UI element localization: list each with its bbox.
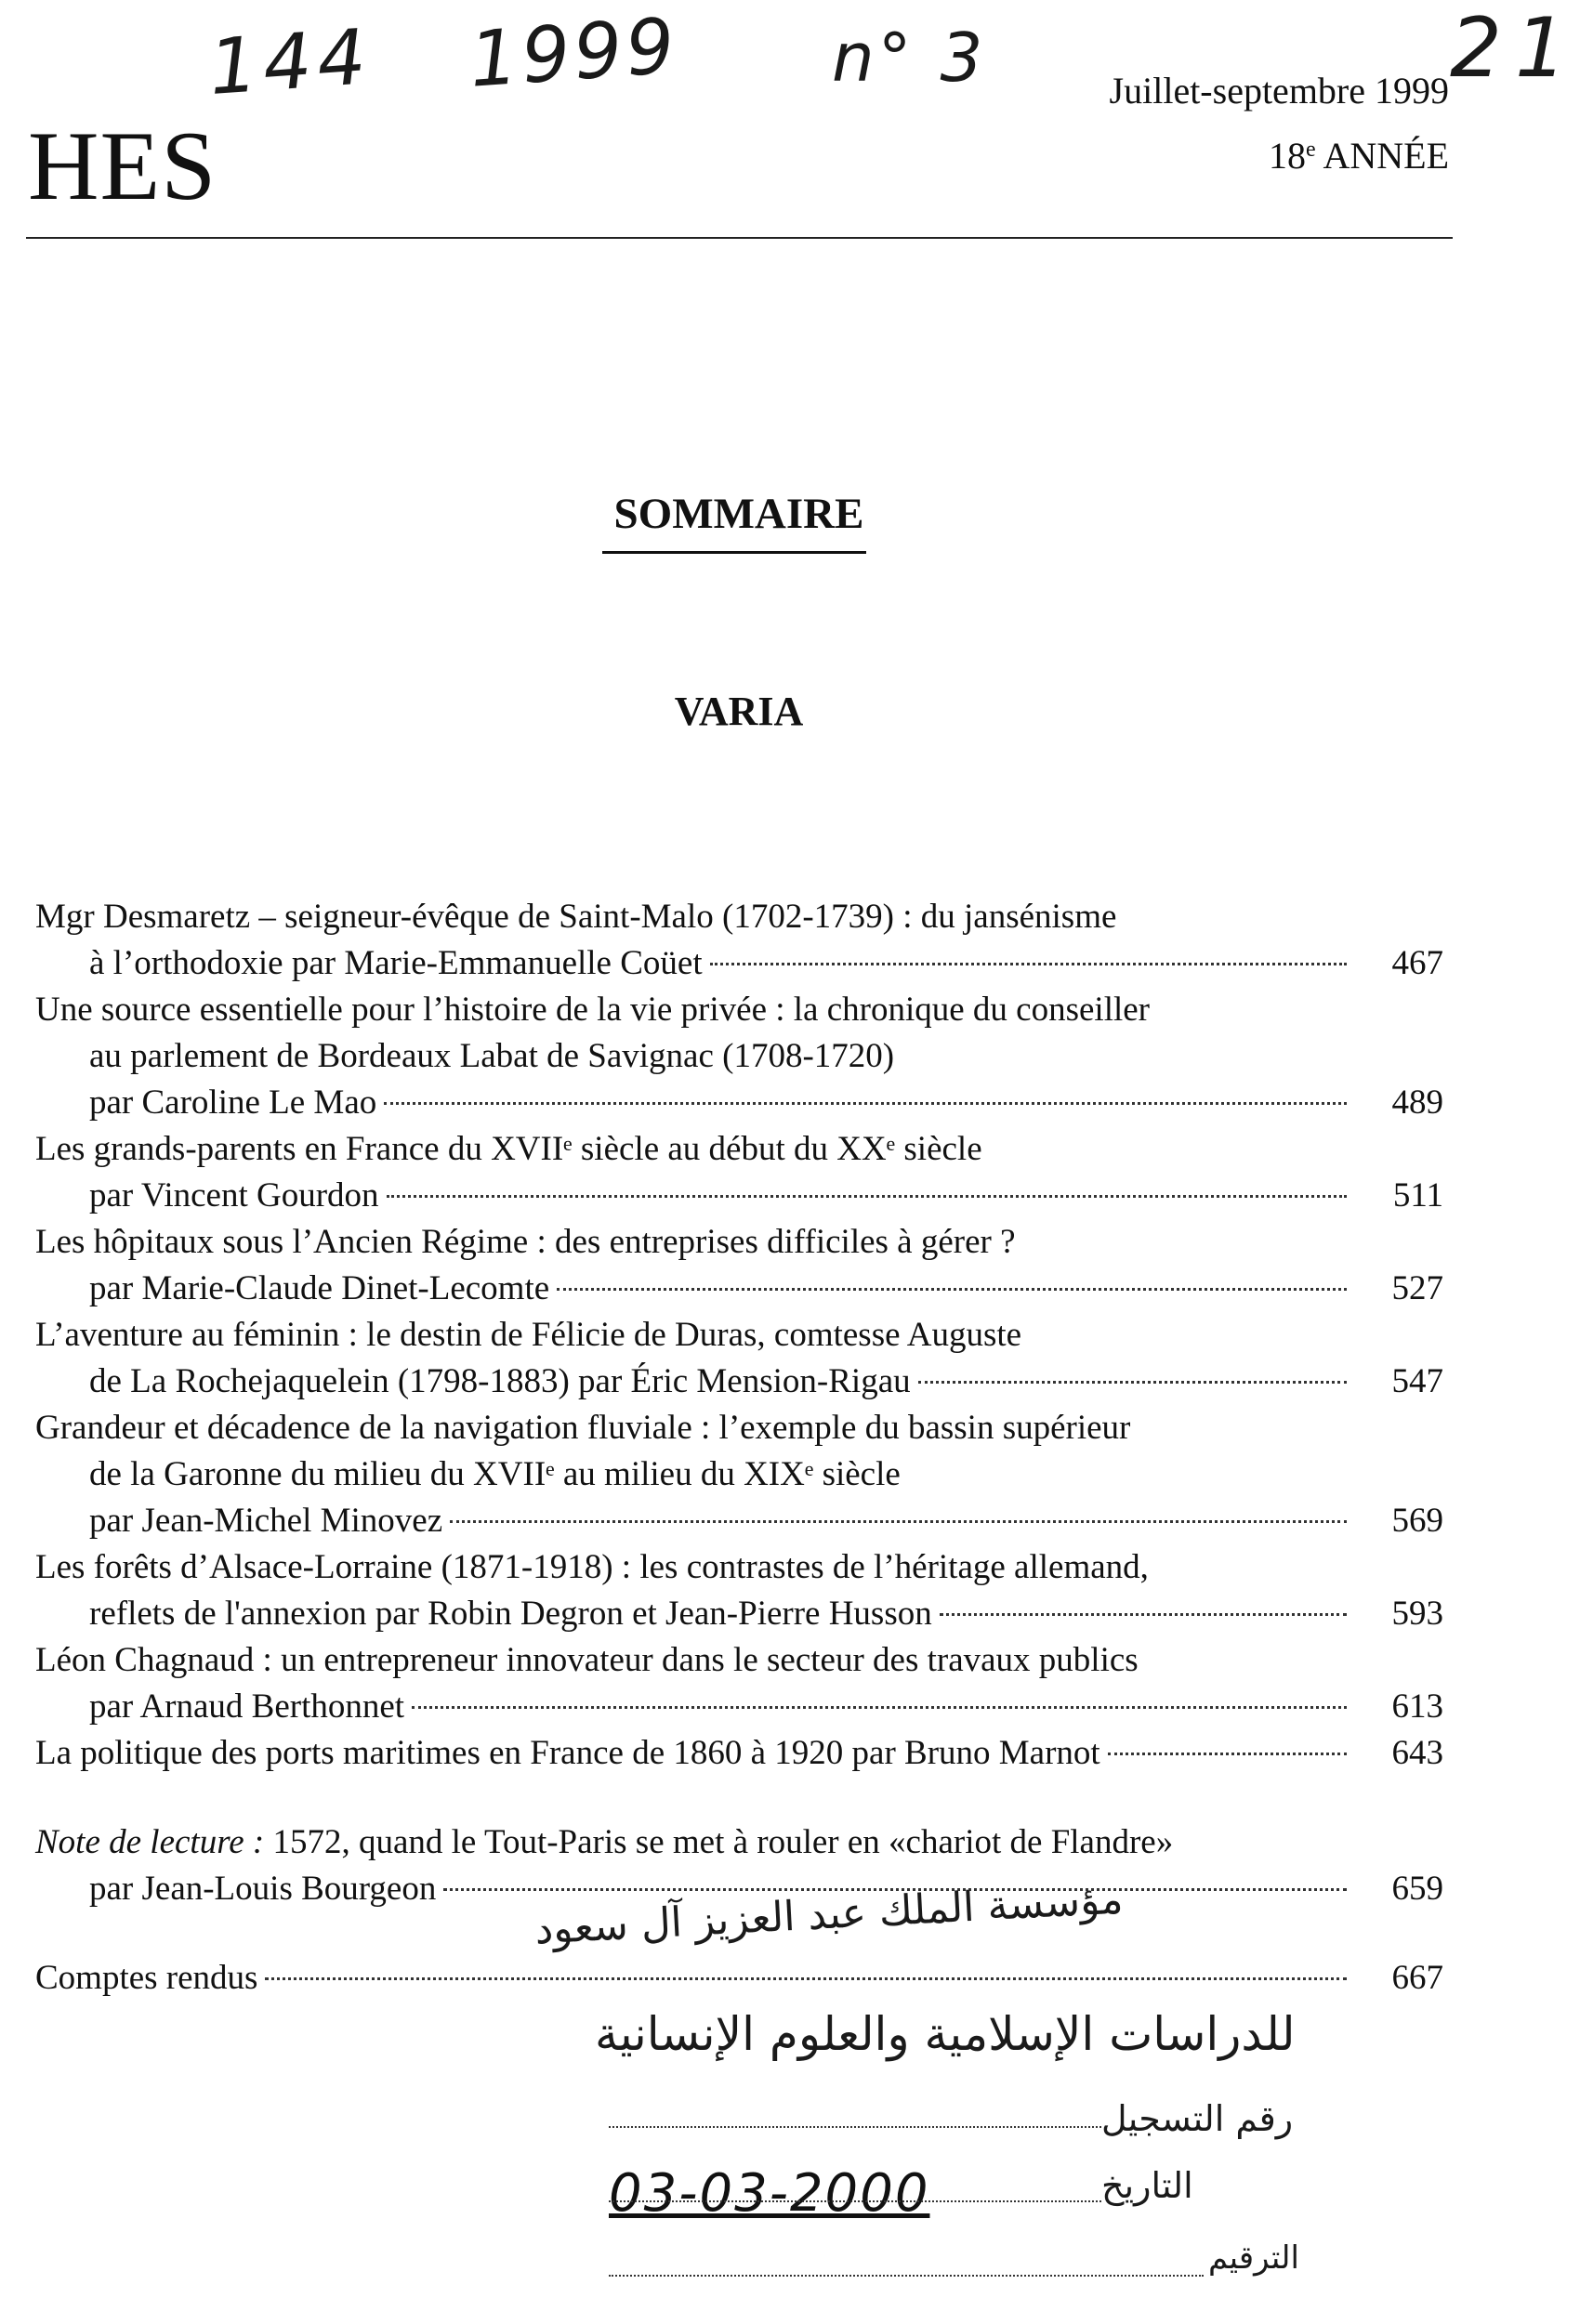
toc-leader-line xyxy=(35,1730,1443,1777)
toc-entry-author-line: de La Rochejaquelein (1798-1883) par Éric Mension-Rigau xyxy=(89,1362,911,1400)
toc-entry xyxy=(35,1730,1443,1777)
header-divider xyxy=(26,237,1453,239)
toc-entry xyxy=(35,987,1443,1126)
toc-entry-author-line: par Jean-Michel Minovez xyxy=(89,1502,443,1540)
toc-leader-line xyxy=(35,1173,1443,1219)
page-number: 511 xyxy=(1392,1176,1443,1215)
toc-entry xyxy=(35,1544,1443,1637)
toc-entry-author-line: par Arnaud Berthonnet xyxy=(89,1687,405,1726)
toc-entry xyxy=(35,1637,1443,1730)
comptes-leader-line xyxy=(35,1955,1443,2002)
dot-leader xyxy=(1108,1753,1347,1755)
stamp-institution-name: مؤسسة الملك عبد العزيز آل سعود xyxy=(533,1875,1125,1954)
page-number: 489 xyxy=(1391,1083,1443,1122)
dot-leader xyxy=(940,1613,1347,1616)
page-number: 593 xyxy=(1391,1595,1443,1633)
note-label: Note de lecture : xyxy=(35,1823,265,1861)
stamp-call-number-label: الترقيم xyxy=(1208,2239,1299,2277)
page-number: 547 xyxy=(1391,1362,1443,1400)
toc-entry-author-line: par Marie-Claude Dinet-Lecomte xyxy=(89,1269,550,1307)
toc-entry-line: Les grands-parents en France du XVIIᵉ siècle au début du XXᵉ siècle xyxy=(35,1130,982,1168)
dot-leader xyxy=(265,1977,1347,1980)
toc-spacer xyxy=(35,1777,1443,1819)
handwritten-corner-number: 21 xyxy=(1450,0,1580,96)
toc-leader-line xyxy=(35,1266,1443,1312)
page-number: 659 xyxy=(1391,1870,1443,1908)
toc-entry-line: Les hôpitaux sous l’Ancien Régime : des entreprises difficiles à gérer ? xyxy=(35,1223,1016,1261)
dot-leader xyxy=(387,1195,1347,1198)
comptes-rendus-entry xyxy=(35,1955,1443,2002)
handwritten-number: 144 xyxy=(205,13,375,112)
stamp-date-label: التاريخ xyxy=(1101,2165,1193,2206)
year-superscript: e xyxy=(1306,137,1316,162)
comptes-label: Comptes rendus xyxy=(35,1959,258,1997)
toc-entry-line: Les forêts d’Alsace-Lorraine (1871-1918) : les contrastes de l’héritage allemand, xyxy=(35,1548,1149,1586)
toc-leader-line xyxy=(35,1498,1443,1544)
toc-entry-line: Mgr Desmaretz – seigneur-évêque de Saint-Malo (1702-1739) : du jansénisme xyxy=(35,898,1117,936)
toc-entry-author-line: par Vincent Gourdon xyxy=(89,1176,379,1215)
toc-entry xyxy=(35,1219,1443,1312)
toc-entry xyxy=(35,894,1443,987)
toc-entry-line: au parlement de Bordeaux Labat de Savignac (1708-1720) xyxy=(89,1037,895,1075)
varia-heading: VARIA xyxy=(674,689,804,734)
page-number: 643 xyxy=(1391,1734,1443,1772)
toc-leader-line xyxy=(35,1080,1443,1126)
issue-date: Juillet-septembre 1999 xyxy=(1109,70,1449,112)
toc-entry-author-line: à l’orthodoxie par Marie-Emmanuelle Coüet xyxy=(89,944,703,982)
note-first-line xyxy=(35,1819,1443,1866)
toc-entry-author-line: reflets de l'annexion par Robin Degron et Jean-Pierre Husson xyxy=(89,1595,932,1633)
toc-leader-line xyxy=(35,1591,1443,1637)
toc-entry-line: de la Garonne du milieu du XVIIᵉ au milieu du XIXᵉ siècle xyxy=(89,1455,901,1493)
toc-entry-author-line: par Caroline Le Mao xyxy=(89,1083,377,1122)
handwritten-year: 1999 xyxy=(466,2,681,105)
toc-entry xyxy=(35,1312,1443,1405)
dot-leader xyxy=(557,1288,1347,1291)
sommaire-heading: SOMMAIRE xyxy=(613,490,864,538)
stamp-dotted-line xyxy=(609,2200,1101,2202)
page-number: 667 xyxy=(1391,1959,1443,1997)
toc-entry xyxy=(35,1405,1443,1544)
dot-leader xyxy=(412,1706,1347,1709)
toc-leader-line xyxy=(35,1359,1443,1405)
page-number: 569 xyxy=(1391,1502,1443,1540)
page-number: 467 xyxy=(1391,944,1443,982)
stamp-institution-subtitle: للدراسات الإسلامية والعلوم الإنسانية xyxy=(595,2007,1296,2061)
journal-title: HES xyxy=(28,112,217,220)
dot-leader xyxy=(450,1520,1347,1523)
volume-year xyxy=(1269,134,1449,177)
table-of-contents xyxy=(35,894,1443,2002)
page-number: 527 xyxy=(1391,1269,1443,1307)
note-title: 1572, quand le Tout-Paris se met à rouler en «chariot de Flandre» xyxy=(264,1823,1174,1861)
year-label: ANNÉE xyxy=(1323,135,1449,177)
stamp-registration-label: رقم التسجيل xyxy=(1101,2098,1294,2139)
toc-leader-line xyxy=(35,1684,1443,1730)
toc-leader-line xyxy=(35,940,1443,987)
dot-leader xyxy=(384,1102,1347,1105)
toc-entry-line: Grandeur et décadence de la navigation fluviale : l’exemple du bassin supérieur xyxy=(35,1409,1131,1447)
toc-entries xyxy=(35,894,1443,1777)
year-number: 18 xyxy=(1269,135,1307,177)
toc-entry xyxy=(35,1126,1443,1219)
dot-leader xyxy=(918,1381,1347,1384)
note-author: par Jean-Louis Bourgeon xyxy=(89,1870,437,1908)
page-number: 613 xyxy=(1391,1687,1443,1726)
toc-entry-line: Léon Chagnaud : un entrepreneur innovateur dans le secteur des travaux publics xyxy=(35,1641,1139,1679)
toc-entry-line: Une source essentielle pour l’histoire de la vie privée : la chronique du conseiller xyxy=(35,991,1150,1029)
toc-entry-line: L’aventure au féminin : le destin de Félicie de Duras, comtesse Auguste xyxy=(35,1316,1022,1354)
stamp-date-value: 03-03-2000 xyxy=(609,2163,930,2224)
toc-entry-author-line: La politique des ports maritimes en France de 1860 à 1920 par Bruno Marnot xyxy=(35,1734,1100,1772)
handwritten-issue-number: n° 3 xyxy=(832,19,987,97)
dot-leader xyxy=(710,963,1347,965)
stamp-dotted-line xyxy=(609,2275,1204,2277)
stamp-dotted-line xyxy=(609,2126,1101,2128)
sommaire-underline xyxy=(602,551,866,554)
